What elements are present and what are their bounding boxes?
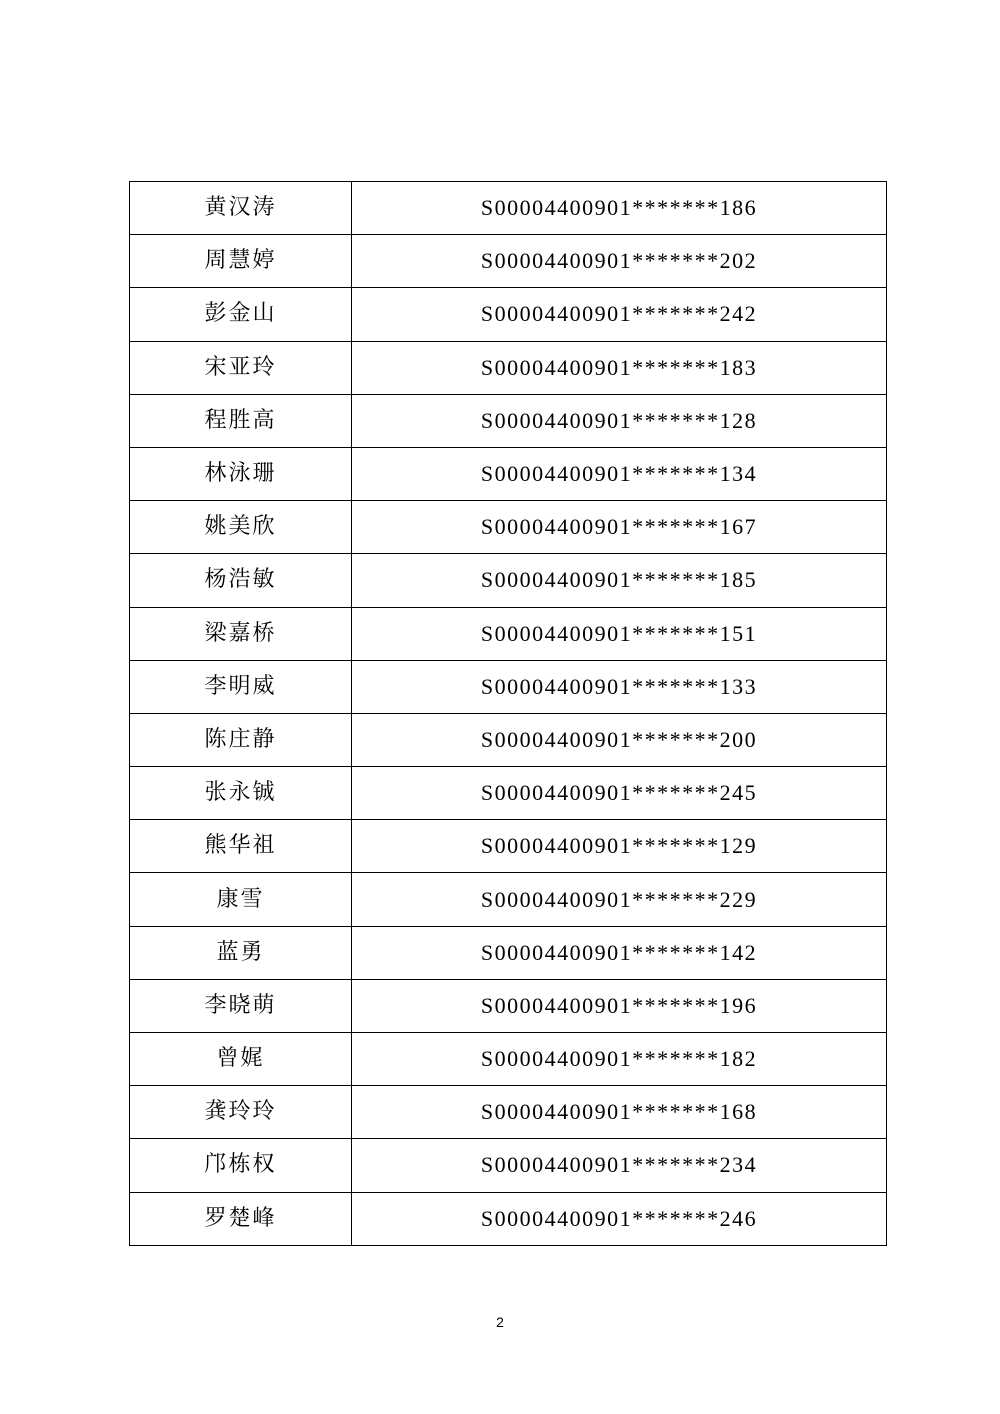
name-cell: 曾娓 [130,1033,352,1086]
table-row [130,341,887,394]
name-cell: 陈庄静 [130,713,352,766]
name-cell: 罗楚峰 [130,1192,352,1245]
table-row [130,554,887,607]
certificate-number-cell: S00004400901*******202 [352,235,887,288]
certificate-number-cell: S00004400901*******128 [352,394,887,447]
table-row [130,1086,887,1139]
table-row [130,447,887,500]
name-cell: 林泳珊 [130,447,352,500]
name-cell: 宋亚玲 [130,341,352,394]
name-cell: 李晓萌 [130,979,352,1032]
certificate-number-cell: S00004400901*******129 [352,820,887,873]
table-row [130,501,887,554]
name-cell: 邝栋权 [130,1139,352,1192]
name-cell: 程胜高 [130,394,352,447]
table-row [130,660,887,713]
name-cell: 龚玲玲 [130,1086,352,1139]
table-row [130,767,887,820]
page-number: 2 [496,1314,504,1330]
table-row [130,235,887,288]
name-cell: 黄汉涛 [130,182,352,235]
table-row [130,713,887,766]
table-row [130,607,887,660]
certificate-number-cell: S00004400901*******134 [352,447,887,500]
table-row [130,182,887,235]
name-cell: 张永铖 [130,767,352,820]
certificate-number-cell: S00004400901*******168 [352,1086,887,1139]
table-row [130,1192,887,1245]
certificate-number-cell: S00004400901*******196 [352,979,887,1032]
certificate-number-cell: S00004400901*******229 [352,873,887,926]
table-row [130,288,887,341]
roster-table [129,181,887,1246]
name-cell: 周慧婷 [130,235,352,288]
table-row [130,1139,887,1192]
certificate-number-cell: S00004400901*******246 [352,1192,887,1245]
roster-table-body [130,182,887,1246]
certificate-number-cell: S00004400901*******142 [352,926,887,979]
name-cell: 姚美欣 [130,501,352,554]
certificate-number-cell: S00004400901*******242 [352,288,887,341]
name-cell: 李明威 [130,660,352,713]
certificate-number-cell: S00004400901*******151 [352,607,887,660]
certificate-number-cell: S00004400901*******186 [352,182,887,235]
certificate-number-cell: S00004400901*******200 [352,713,887,766]
table-row [130,926,887,979]
name-cell: 熊华祖 [130,820,352,873]
table-row [130,820,887,873]
name-cell: 康雪 [130,873,352,926]
name-cell: 杨浩敏 [130,554,352,607]
certificate-number-cell: S00004400901*******167 [352,501,887,554]
name-cell: 彭金山 [130,288,352,341]
table-row [130,394,887,447]
certificate-number-cell: S00004400901*******133 [352,660,887,713]
certificate-number-cell: S00004400901*******234 [352,1139,887,1192]
certificate-number-cell: S00004400901*******185 [352,554,887,607]
name-cell: 梁嘉桥 [130,607,352,660]
table-row [130,1033,887,1086]
table-row [130,979,887,1032]
table-row [130,873,887,926]
certificate-number-cell: S00004400901*******245 [352,767,887,820]
certificate-number-cell: S00004400901*******182 [352,1033,887,1086]
name-cell: 蓝勇 [130,926,352,979]
certificate-number-cell: S00004400901*******183 [352,341,887,394]
